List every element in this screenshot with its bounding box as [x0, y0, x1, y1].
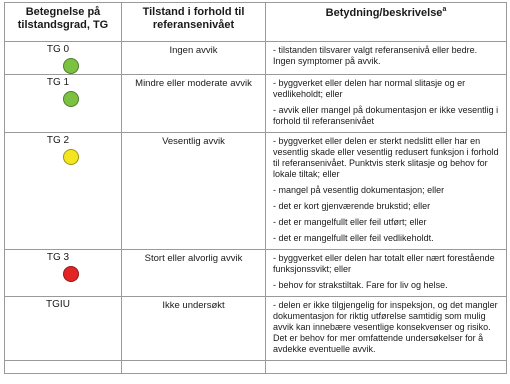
table-row — [5, 133, 507, 250]
condition-grade-table — [4, 2, 507, 374]
grade-cell — [5, 250, 122, 297]
description-item: - det er mangelfullt eller feil vedlikeholdt. — [273, 233, 434, 243]
description-item: - avvik eller mangel på dokumentasjon er ikke vesentlig i forhold til referansenivået — [273, 105, 499, 126]
status-indicator-icon — [63, 91, 79, 107]
description-item: - byggverket eller delen er sterkt nedslitt eller har en vesentlig skade eller vesentlig redusert funksjon i forhold til referansenivået. Punktvis sterk slitasje og behov for lokale tiltak; eller — [273, 136, 499, 179]
condition-cell: Ingen avvik — [122, 42, 266, 75]
grade-cell — [5, 297, 122, 361]
condition-cell: Vesentlig avvik — [122, 133, 266, 250]
table-row — [5, 297, 507, 361]
condition-cell: Ikke undersøkt — [122, 297, 266, 361]
description-cell — [266, 133, 507, 250]
empty-cell — [266, 361, 507, 374]
table-body — [5, 42, 507, 374]
header-meaning — [266, 3, 507, 42]
description-item: - mangel på vesentlig dokumentasjon; eller — [273, 185, 445, 195]
description-cell — [266, 75, 507, 133]
description-item: - det er mangelfullt eller feil utført; eller — [273, 217, 427, 227]
header-meaning-text: Betydning/beskrivelse — [325, 7, 443, 19]
description-cell — [266, 297, 507, 361]
grade-label: TG 2 — [46, 135, 70, 146]
grade-label: TG 1 — [46, 77, 70, 88]
grade-cell — [5, 42, 122, 75]
grade-label: TG 3 — [46, 252, 70, 263]
grade-cell — [5, 133, 122, 250]
status-indicator-icon — [63, 58, 79, 74]
grade-label: TG 0 — [46, 44, 70, 55]
condition-cell: Mindre eller moderate avvik — [122, 75, 266, 133]
description-cell — [266, 42, 507, 75]
empty-cell — [122, 361, 266, 374]
description-item: - delen er ikke tilgjengelig for inspeksjon, og det mangler dokumentasjon for riktig utførelse samtidig som mulig avvik kan innebære vesentlige konsekvenser og risiko. Det er behov for mer omfattende undersøkelser for å avdekke eventuelle avvik. — [273, 300, 498, 354]
description-item: - byggverket eller delen har totalt eller nært forestående funksjonssvikt; eller — [273, 253, 495, 274]
header-condition: Tilstand i forhold til referansenivået — [122, 3, 266, 42]
status-indicator-icon — [63, 266, 79, 282]
header-grade: Betegnelse på tilstandsgrad, TG — [5, 3, 122, 42]
table-row — [5, 250, 507, 297]
description-item: - det er kort gjenværende brukstid; eller — [273, 201, 431, 211]
header-meaning-footnote-mark: a — [442, 6, 447, 13]
description-cell — [266, 250, 507, 297]
empty-cell — [5, 361, 122, 374]
status-indicator-icon — [63, 149, 79, 165]
table-row — [5, 42, 507, 75]
grade-label: TGIU — [46, 299, 70, 310]
table-header-row — [5, 3, 507, 42]
empty-row — [5, 361, 507, 374]
grade-cell — [5, 75, 122, 133]
condition-cell: Stort eller alvorlig avvik — [122, 250, 266, 297]
description-item: - tilstanden tilsvarer valgt referansenivå eller bedre. Ingen symptomer på avvik. — [273, 45, 478, 66]
description-item: - behov for strakstiltak. Fare for liv og helse. — [273, 280, 448, 290]
description-item: - byggverket eller delen har normal slitasje og er vedlikeholdt; eller — [273, 78, 466, 99]
table-row — [5, 75, 507, 133]
